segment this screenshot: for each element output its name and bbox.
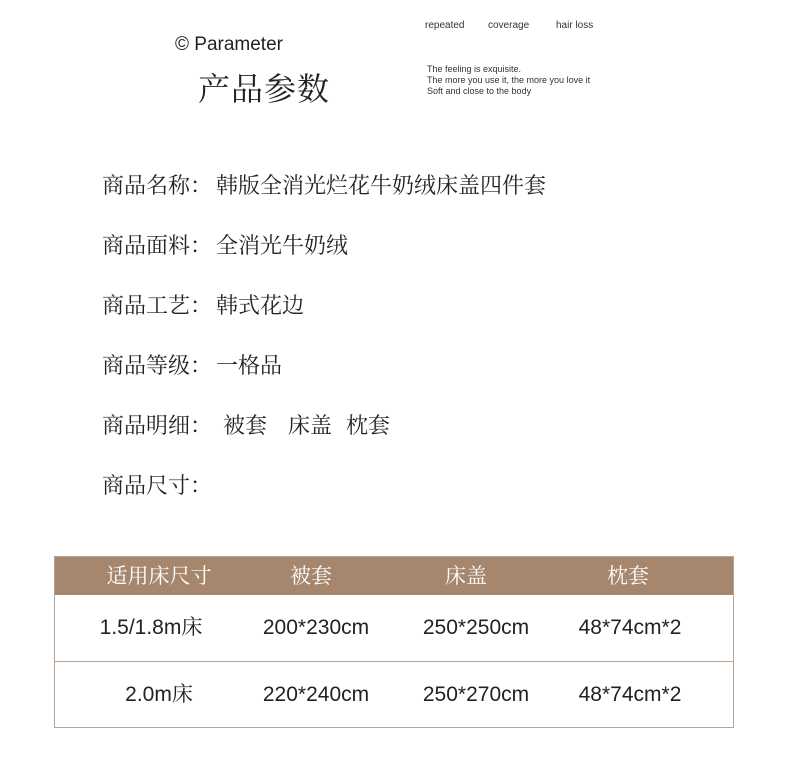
tag-repeated: repeated [425, 20, 465, 31]
table-row [55, 661, 733, 727]
header-cell: 枕套 [607, 564, 649, 588]
info-value: 被套 床盖 枕套 [216, 414, 390, 439]
table-cell: 220*240cm [262, 683, 370, 706]
table-cell: 2.0m床 [125, 683, 193, 706]
header-cell: 床盖 [445, 564, 487, 588]
title-english: © Parameter [175, 34, 283, 55]
info-label: 商品工艺： [102, 294, 213, 319]
table-cell: 1.5/1.8m床 [99, 616, 203, 639]
slogan [427, 64, 590, 97]
info-label: 商品名称： [102, 174, 213, 199]
size-table [54, 556, 734, 728]
header-cell: 适用床尺寸 [106, 564, 212, 588]
info-row-details [102, 412, 546, 472]
header-cell: 被套 [290, 564, 332, 588]
table-row [55, 595, 733, 661]
slogan-line: The feeling is exquisite. [427, 64, 522, 74]
info-row-craft [102, 292, 546, 352]
info-label: 商品尺寸： [102, 474, 213, 499]
slogan-line: The more you use it, the more you love it [427, 75, 591, 85]
info-row-name [102, 172, 546, 232]
table-cell: 250*250cm [422, 616, 530, 639]
tag-coverage: coverage [488, 20, 530, 31]
info-value: 韩版全消光烂花牛奶绒床盖四件套 [216, 174, 547, 199]
info-label: 商品等级： [102, 354, 213, 379]
table-header [55, 557, 733, 595]
info-label: 商品面料： [102, 234, 213, 259]
table-cell: 48*74cm*2 [578, 683, 682, 706]
table-cell: 48*74cm*2 [578, 616, 682, 639]
info-row-grade [102, 352, 546, 412]
info-value: 韩式花边 [216, 294, 305, 319]
tag-hair-loss: hair loss [556, 20, 594, 31]
slogan-line: Soft and close to the body [427, 86, 532, 96]
title-chinese: 产品参数 [198, 70, 331, 108]
info-row-fabric [102, 232, 546, 292]
info-value: 全消光牛奶绒 [216, 234, 349, 259]
table-cell: 200*230cm [262, 616, 370, 639]
table-cell: 250*270cm [422, 683, 530, 706]
info-row-size [102, 472, 546, 532]
info-value: 一格品 [216, 354, 283, 379]
product-info [102, 172, 546, 532]
info-label: 商品明细： [102, 414, 213, 439]
